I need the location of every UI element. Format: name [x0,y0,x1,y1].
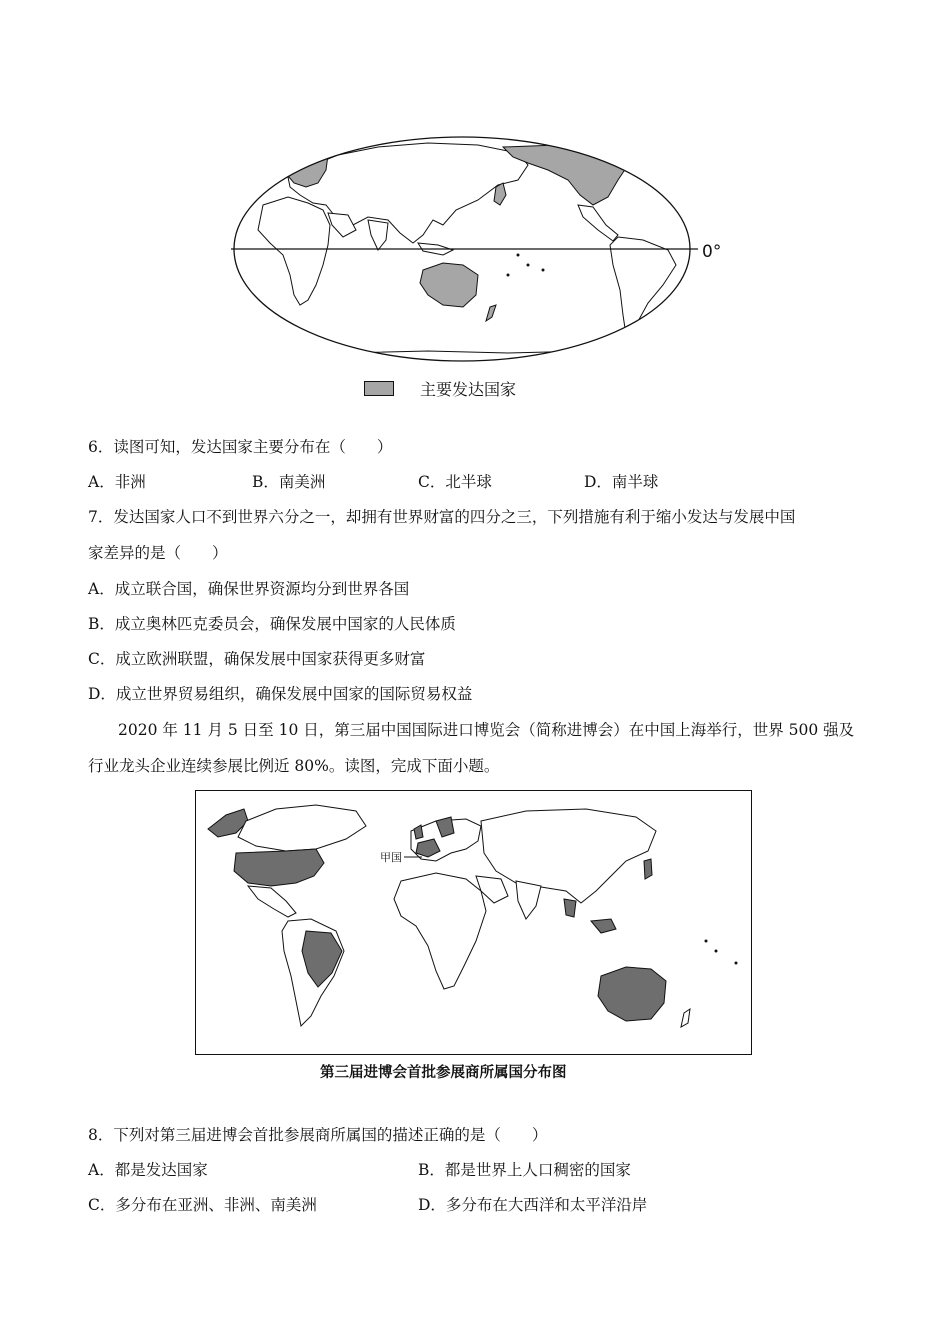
japan [644,859,652,879]
q6-option-b[interactable]: B．南美洲 [252,473,326,491]
new-zealand [681,1009,690,1027]
q8-option-c[interactable]: C．多分布在亚洲、非洲、南美洲 [88,1196,317,1214]
australia [420,263,478,307]
south-america [610,237,676,335]
central-america [578,205,618,241]
australia [598,967,666,1021]
q8-option-b[interactable]: B．都是世界上人口稠密的国家 [418,1161,631,1179]
thailand [564,899,576,917]
q7-option-b[interactable]: B．成立奥林匹克委员会，确保发展中国家的人民体质 [88,615,456,633]
label-jia: 甲国 [380,851,402,864]
antarctica [268,351,688,375]
q8-option-d[interactable]: D．多分布在大西洋和太平洋沿岸 [418,1196,648,1214]
malaysia-indonesia [591,919,616,933]
q6-stem: 6．读图可知，发达国家主要分布在（ ） [88,438,393,456]
q6-option-a[interactable]: A．非洲 [88,473,146,491]
greenland [598,129,646,153]
uk [414,825,423,839]
q7-stem-line1: 7．发达国家人口不到世界六分之一，却拥有世界财富的四分之三，下列措施有利于缩小发达与发展中国 [88,508,796,526]
passage-line1: 2020 年 11 月 5 日至 10 日，第三届中国国际进口博览会（简称进博会）在中国上海举行，世界 500 强及 [118,721,855,739]
map2-caption: 第三届进博会首批参展商所属国分布图 [320,1065,567,1081]
developed-countries-map [228,125,728,375]
q8-stem: 8．下列对第三届进博会首批参展商所属国的描述正确的是（ ） [88,1126,548,1144]
q6-option-d[interactable]: D．南半球 [584,473,659,491]
passage-line2: 行业龙头企业连续参展比例近 80%。读图，完成下面小题。 [88,757,500,775]
q7-option-c[interactable]: C．成立欧洲联盟，确保发展中国家获得更多财富 [88,650,426,668]
usa [234,849,324,886]
q7-stem-line2: 家差异的是（ ） [88,544,228,562]
legend-label: 主要发达国家 [420,380,517,399]
q7-option-d[interactable]: D．成立世界贸易组织，确保发展中国家的国际贸易权益 [88,685,473,703]
canada [238,805,366,851]
q6-option-c[interactable]: C．北半球 [418,473,492,491]
q8-option-a[interactable]: A．都是发达国家 [88,1161,208,1179]
asia [481,809,656,903]
mexico [248,886,296,917]
q7-option-a[interactable]: A．成立联合国，确保世界资源均分到世界各国 [88,580,410,598]
india [516,881,541,919]
africa [258,197,330,305]
legend-swatch [364,381,394,396]
expo-exhibitor-map [195,790,752,1055]
new-zealand [486,305,496,321]
africa [394,873,486,989]
equator-label: 0° [702,242,722,262]
india [368,220,388,250]
